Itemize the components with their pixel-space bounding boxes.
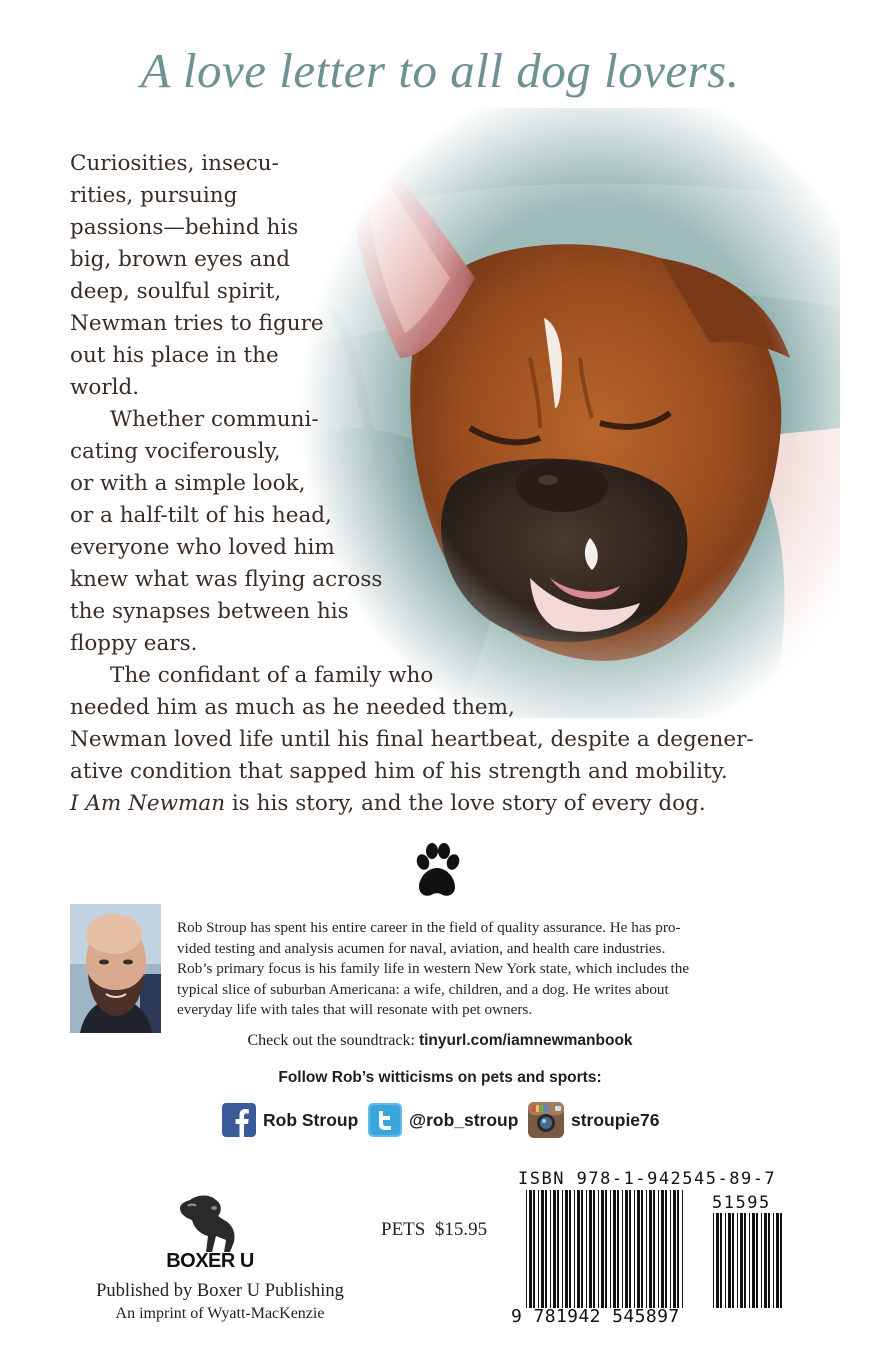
barcode-bar	[598, 1190, 599, 1308]
blurb-line: ative condition that sapped him of his strength and mobility.	[70, 759, 728, 784]
barcode-bar	[682, 1190, 683, 1308]
publisher-line: Published by Boxer U Publishing	[96, 1281, 344, 1301]
barcode-bar	[569, 1190, 571, 1308]
barcode-bar	[661, 1190, 664, 1308]
barcode-digits: 9 781942 545897	[511, 1306, 680, 1327]
blurb-line: rities, pursuing	[70, 183, 238, 208]
barcode-bar	[550, 1190, 551, 1308]
bio-line: typical slice of suburban Americana: a wife, children, and a dog. He writes about	[177, 980, 669, 998]
barcode-bar	[574, 1190, 575, 1308]
barcode-bar	[670, 1190, 671, 1308]
blurb-line: big, brown eyes and	[70, 247, 291, 272]
barcode-bar	[529, 1190, 532, 1308]
barcode-bar	[749, 1213, 750, 1308]
blurb-line: Whether communi-	[110, 407, 319, 432]
barcode-bar	[586, 1190, 587, 1308]
social-instagram[interactable]	[528, 1103, 660, 1137]
barcode-bar	[665, 1190, 667, 1308]
blurb-line: out his place in the	[70, 343, 279, 368]
barcode-bar	[605, 1190, 607, 1308]
blurb-line: The confidant of a family who	[110, 663, 434, 688]
barcode-bar	[756, 1213, 758, 1308]
barcode-bar	[581, 1190, 583, 1308]
barcode-bar	[780, 1213, 782, 1308]
barcode-bar	[553, 1190, 556, 1308]
blurb-line: Newman loved life until his final heartbeat, despite a degener-	[70, 727, 754, 752]
barcode-bar	[752, 1213, 755, 1308]
barcode-bar	[646, 1190, 647, 1308]
barcode-bar	[728, 1213, 731, 1308]
barcode-bar	[673, 1190, 676, 1308]
blurb-line: the synapses between his	[70, 599, 349, 624]
barcode-bar	[589, 1190, 592, 1308]
price-code-digits: 51595	[712, 1193, 771, 1213]
blurb-line: or a half-tilt of his head,	[70, 503, 332, 528]
boxer-u-logo-text: BOXER U	[166, 1250, 254, 1272]
soundtrack-link[interactable]: tinyurl.com/iamnewmanbook	[418, 1032, 633, 1049]
barcode-bar	[622, 1190, 623, 1308]
barcode-bar	[625, 1190, 628, 1308]
barcode-bar	[725, 1213, 726, 1308]
barcode-bar	[634, 1190, 635, 1308]
blurb-line: needed him as much as he needed them,	[70, 695, 515, 720]
barcode-bar	[716, 1213, 719, 1308]
instagram-icon	[528, 1102, 564, 1138]
barcode-bar	[677, 1190, 679, 1308]
instagram-handle: stroupie76	[571, 1109, 660, 1130]
blurb-line: or with a simple look,	[70, 471, 306, 496]
barcode-bar	[593, 1190, 595, 1308]
barcode-bar	[629, 1190, 631, 1308]
barcode-bar	[737, 1213, 738, 1308]
barcode-bar	[541, 1190, 544, 1308]
barcode-bar	[610, 1190, 611, 1308]
category-price: PETS $15.95	[381, 1219, 488, 1240]
barcode-bar	[776, 1213, 779, 1308]
blurb-line: Curiosities, insecu-	[70, 151, 279, 176]
author-bio	[177, 918, 817, 1021]
barcode-bar	[538, 1190, 539, 1308]
blurb-last-line	[70, 788, 770, 820]
social-facebook[interactable]	[222, 1103, 358, 1137]
barcode-bar	[577, 1190, 580, 1308]
barcode-bar	[545, 1190, 547, 1308]
price-barcode	[712, 1213, 786, 1308]
barcode-bar	[557, 1190, 559, 1308]
follow-text: Follow Rob’s witticisms on pets and sports:	[278, 1069, 602, 1086]
tagline: A love letter to all dog lovers.	[140, 43, 740, 98]
bio-line: vided testing and analysis acumen for naval, aviation, and health care industries.	[177, 939, 666, 957]
paw-print-icon	[413, 842, 461, 900]
blurb-line: world.	[70, 375, 140, 400]
blurb-line: Newman tries to figure	[70, 311, 324, 336]
barcode-bar	[713, 1213, 714, 1308]
barcode-bar	[744, 1213, 746, 1308]
isbn-barcode	[525, 1190, 687, 1308]
barcode-bar	[641, 1190, 643, 1308]
bio-line: Rob Stroup has spent his entire career in the field of quality assurance. He has pro-	[177, 919, 681, 936]
barcode-bar	[526, 1190, 527, 1308]
facebook-handle: Rob Stroup	[263, 1109, 359, 1130]
blurb-line: knew what was flying across	[70, 567, 383, 592]
barcode-bar	[533, 1190, 535, 1308]
barcode-bar	[768, 1213, 770, 1308]
blurb-line: everyone who loved him	[70, 535, 335, 560]
twitter-icon	[368, 1103, 402, 1137]
barcode-bar	[565, 1190, 568, 1308]
social-twitter[interactable]	[368, 1103, 518, 1137]
barcode-bar	[562, 1190, 563, 1308]
barcode-bar	[617, 1190, 619, 1308]
barcode-bar	[764, 1213, 767, 1308]
twitter-handle: @rob_stroup	[409, 1109, 519, 1130]
blurb-line: passions—behind his	[70, 215, 299, 240]
barcode-bar	[773, 1213, 774, 1308]
bio-line: everyday life with tales that will resonate with pet owners.	[177, 1001, 533, 1018]
book-description	[70, 148, 770, 820]
bio-line: Rob’s primary focus is his family life in western New York state, which includes the	[177, 960, 690, 977]
barcode-bar	[601, 1190, 604, 1308]
imprint-line: An imprint of Wyatt-MacKenzie	[115, 1305, 325, 1322]
soundtrack-line	[0, 1032, 880, 1050]
barcode-bar	[637, 1190, 640, 1308]
barcode-bar	[761, 1213, 762, 1308]
barcode-bar	[720, 1213, 722, 1308]
blurb-line: cating vociferously,	[70, 439, 281, 464]
barcode-bar	[658, 1190, 659, 1308]
barcode-bar	[649, 1190, 652, 1308]
soundtrack-prefix: Check out the soundtrack:	[247, 1032, 419, 1049]
facebook-icon	[222, 1103, 256, 1137]
barcode-bar	[653, 1190, 655, 1308]
blurb-line: deep, soulful spirit,	[70, 279, 282, 304]
barcode-bar	[740, 1213, 743, 1308]
book-title-italic: I Am Newman	[70, 791, 226, 816]
blurb-last-line-rest: is his story, and the love story of every dog.	[225, 791, 706, 816]
isbn-text: ISBN 978-1-942545-89-7	[518, 1169, 777, 1189]
barcode-bar	[613, 1190, 616, 1308]
blurb-line: floppy ears.	[70, 631, 198, 656]
author-photo	[70, 904, 161, 1033]
barcode-bar	[732, 1213, 734, 1308]
